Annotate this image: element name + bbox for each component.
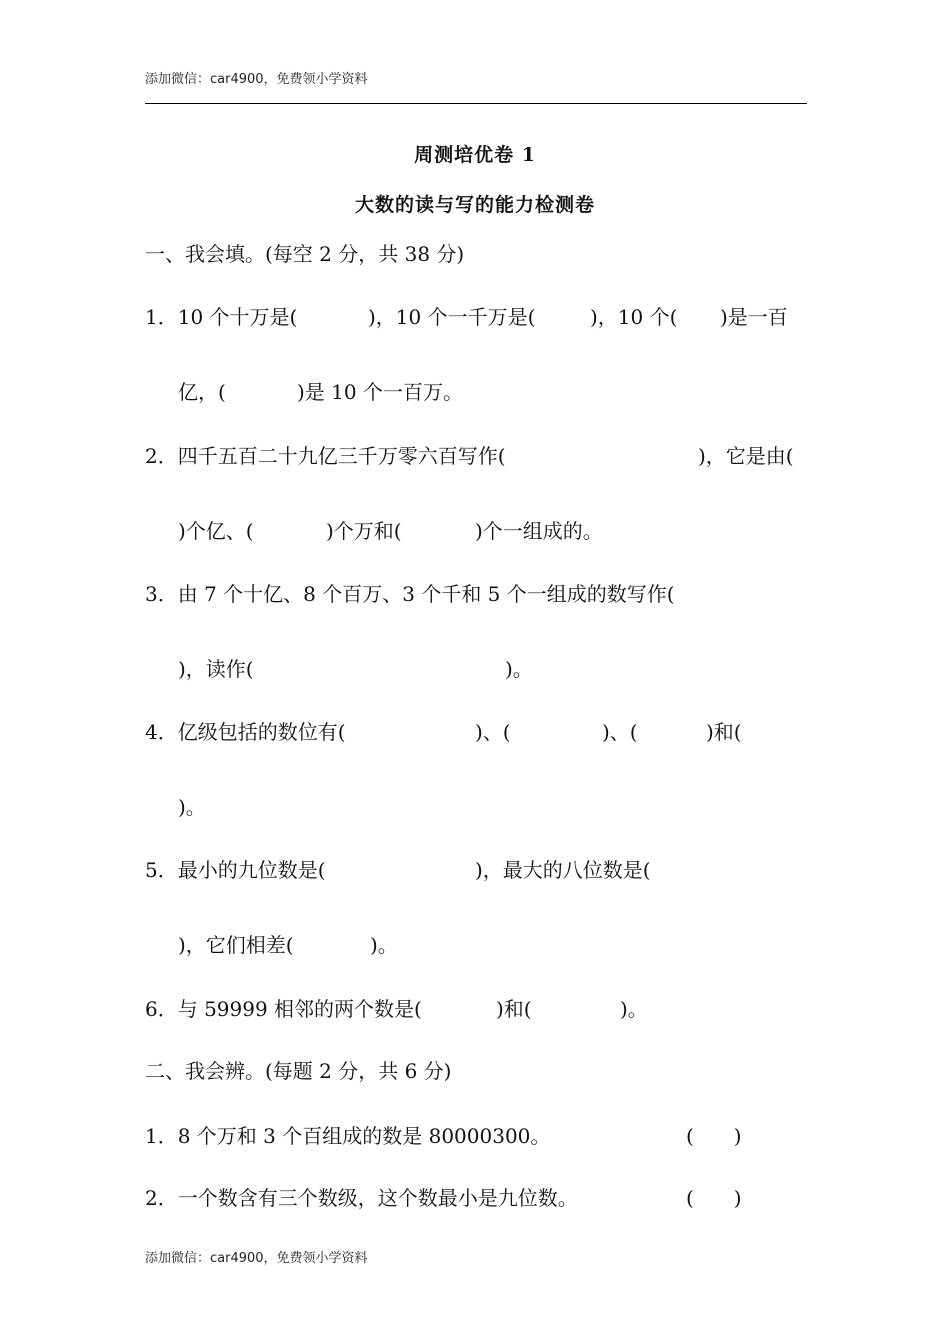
q2-part-d: )个万和( [326, 519, 402, 543]
q3-part-b: )，读作( [178, 657, 254, 681]
q5-part-a: 5．最小的九位数是( [145, 858, 326, 882]
footer-note: 添加微信：car4900，免费领小学资料 [145, 1251, 368, 1266]
judge-q2-answer-bracket[interactable]: ( ) [686, 1186, 742, 1210]
q1-part-d: )是一百 [720, 305, 788, 329]
q5-part-c: )，它们相差( [178, 933, 294, 957]
judge-q1: 1．8 个万和 3 个百组成的数是 80000300。 [145, 1124, 551, 1148]
header-note: 添加微信：car4900，免费领小学资料 [145, 72, 368, 87]
q2-part-a: 2．四千五百二十九亿三千万零六百写作( [145, 444, 506, 468]
q2-part-c: )个亿、( [178, 519, 254, 543]
q5-part-b: )，最大的八位数是( [475, 858, 651, 882]
q2-part-e: )个一组成的。 [475, 519, 603, 543]
page-subtitle: 大数的读与写的能力检测卷 [354, 194, 595, 216]
q4-part-d: )和( [706, 720, 742, 744]
q6-part-a: 6．与 59999 相邻的两个数是( [145, 997, 422, 1021]
q5-part-d: )。 [370, 933, 398, 957]
q4-part-c: )、( [602, 720, 638, 744]
q4-part-e: )。 [178, 795, 206, 819]
judge-q1-answer-bracket[interactable]: ( ) [686, 1124, 742, 1148]
section2-heading: 二、我会辨。(每题 2 分，共 6 分) [145, 1059, 452, 1083]
q6-part-c: )。 [620, 997, 648, 1021]
q1-part-e: 亿，( [178, 380, 226, 404]
q1-part-b: )，10 个一千万是( [368, 305, 536, 329]
q2-part-b: )，它是由( [698, 444, 794, 468]
section1-heading: 一、我会填。(每空 2 分，共 38 分) [145, 242, 465, 266]
q3-part-c: )。 [505, 657, 533, 681]
q6-part-b: )和( [496, 997, 532, 1021]
header-rule [145, 103, 807, 104]
judge-q2: 2．一个数含有三个数级，这个数最小是九位数。 [145, 1186, 578, 1210]
q1-part-a: 1．10 个十万是( [145, 305, 298, 329]
q3-part-a: 3．由 7 个十亿、8 个百万、3 个千和 5 个一组成的数写作( [145, 582, 675, 606]
q4-part-b: )、( [475, 720, 511, 744]
page-title: 周测培优卷 1 [414, 144, 536, 166]
q1-part-c: )，10 个( [590, 305, 678, 329]
q4-part-a: 4．亿级包括的数位有( [145, 720, 346, 744]
q1-part-f: )是 10 个一百万。 [297, 380, 463, 404]
